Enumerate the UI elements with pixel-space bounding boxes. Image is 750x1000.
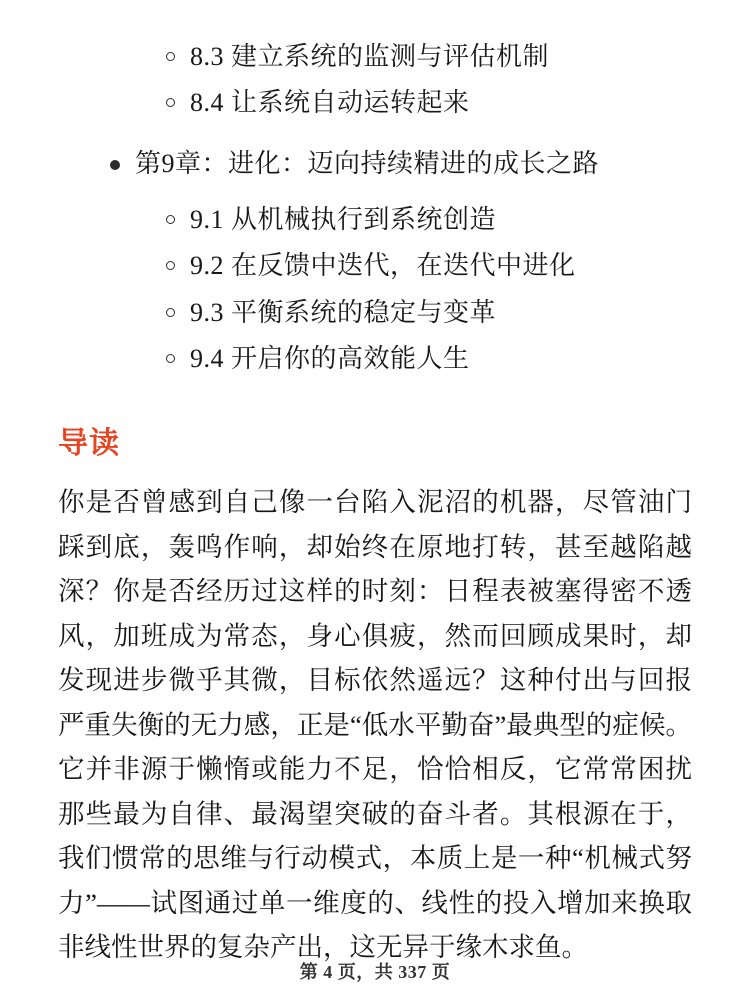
section-heading: 导读 bbox=[58, 427, 120, 461]
toc-item-label: 9.2 在反馈中迭代，在迭代中进化 bbox=[190, 251, 576, 281]
toc-item-chapter-9[interactable] bbox=[110, 147, 692, 181]
toc-item-label: 第9章：进化：迈向持续精进的成长之路 bbox=[135, 148, 600, 178]
toc-item-9-2[interactable] bbox=[166, 249, 692, 283]
toc-item-9-3[interactable] bbox=[166, 296, 692, 330]
toc-item-8-4[interactable] bbox=[166, 86, 692, 120]
hollow-circle-bullet-icon bbox=[166, 261, 175, 270]
toc-item-label: 9.4 开启你的高效能人生 bbox=[190, 343, 470, 373]
toc-item-9-1[interactable] bbox=[166, 203, 692, 237]
toc-item-8-3[interactable] bbox=[166, 40, 692, 74]
toc-item-label: 9.3 平衡系统的稳定与变革 bbox=[190, 297, 497, 327]
toc-item-label: 8.4 让系统自动运转起来 bbox=[190, 88, 470, 118]
solid-circle-bullet-icon bbox=[110, 160, 120, 170]
hollow-circle-bullet-icon bbox=[166, 52, 175, 61]
hollow-circle-bullet-icon bbox=[166, 98, 175, 107]
hollow-circle-bullet-icon bbox=[166, 215, 175, 224]
table-of-contents bbox=[58, 40, 692, 376]
toc-item-9-4[interactable] bbox=[166, 342, 692, 376]
toc-item-label: 8.3 建立系统的监测与评估机制 bbox=[190, 42, 550, 71]
page-footer: 第 4 页，共 337 页 bbox=[299, 962, 451, 982]
hollow-circle-bullet-icon bbox=[166, 308, 175, 317]
hollow-circle-bullet-icon bbox=[166, 354, 175, 363]
toc-item-label: 9.1 从机械执行到系统创造 bbox=[190, 204, 497, 234]
body-paragraph: 你是否曾感到自己像一台陷入泥沼的机器，尽管油门踩到底，轰鸣作响，却始终在原地打转，甚至越陷越深？你是否经历过这样的时刻：日程表被塞得密不透风，加班成为常态，身心俱疲，然而回顾成果时，却发现进步微乎其微，目标依然遥远？这种付出与回报严重失衡的无力感，正是“低水平勤奋”最典型的症候。它并非源于懒惰或能力不足，恰恰相反，它常常困扰那些最为自律、最渴望突破的奋斗者。其根源在于，我们惯常的思维与行动模式，本质上是一种“机械式努力”——试图通过单一维度的、线性的投入增加来换取非线性世界的复杂产出，这无异于缘木求鱼。 bbox=[58, 487, 692, 963]
